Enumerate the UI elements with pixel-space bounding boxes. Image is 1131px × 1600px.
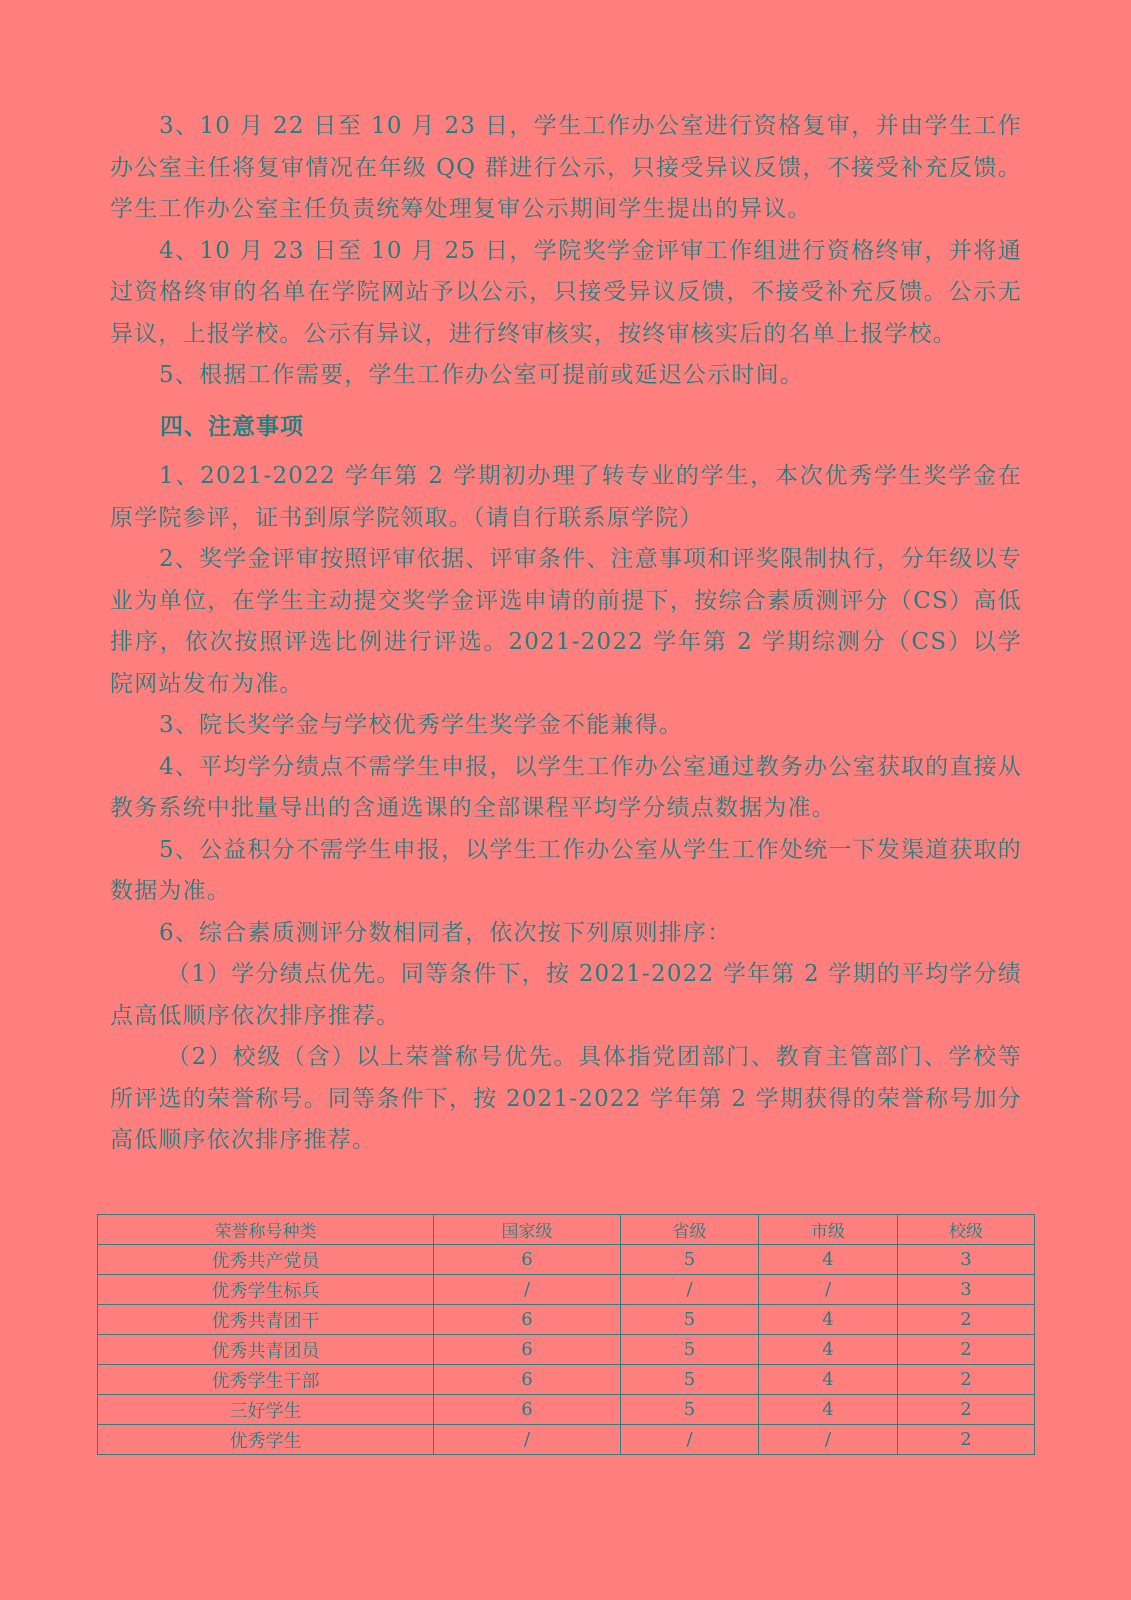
cell-school: 2: [898, 1425, 1035, 1455]
cell-national: 6: [434, 1365, 621, 1395]
cell-national: 6: [434, 1395, 621, 1425]
note-item: 1、2021-2022 学年第 2 学期初办理了转专业的学生，本次优秀学生奖学金在原学院参评，证书到原学院领取。（请自行联系原学院）: [110, 463, 1022, 531]
note-item: 4、平均学分绩点不需学生申报，以学生工作办公室通过教务办公室获取的直接从教务系统中批量导出的含通选课的全部课程平均学分绩点数据为准。: [110, 753, 1022, 821]
cell-national: 6: [434, 1305, 621, 1335]
cell-school: 2: [898, 1335, 1035, 1365]
cell-provincial: /: [621, 1425, 759, 1455]
paragraph-final-review: 4、10 月 23 日至 10 月 25 日，学院奖学金评审工作组进行资格终审，并将通过资格终审的名单在学院网站予以公示，只接受异议反馈，不接受补充反馈。公示无异议，上报学校。公示有异议，进行终审核实，按终审核实后的名单上报学校。: [110, 237, 1022, 347]
cell-provincial: 5: [621, 1245, 759, 1275]
note-item: 6、综合素质测评分数相同者，依次按下列原则排序：: [159, 919, 732, 946]
cell-honor-type: 优秀共青团干: [98, 1305, 434, 1335]
cell-national: 6: [434, 1245, 621, 1275]
sub-rule-item: （1）学分绩点优先。同等条件下，按 2021-2022 学年第 2 学期的平均学分绩点高低顺序依次排序推荐。: [110, 961, 1022, 1029]
table-row: [98, 1335, 1035, 1365]
header-municipal: 市级: [759, 1215, 898, 1245]
table-row: [98, 1275, 1035, 1305]
header-honor-type: 荣誉称号种类: [98, 1215, 434, 1245]
cell-national: /: [434, 1425, 621, 1455]
cell-municipal: /: [759, 1275, 898, 1305]
note-item: 5、公益积分不需学生申报，以学生工作办公室从学生工作处统一下发渠道获取的数据为准。: [110, 836, 1022, 904]
cell-school: 3: [898, 1245, 1035, 1275]
cell-municipal: 4: [759, 1305, 898, 1335]
cell-municipal: /: [759, 1425, 898, 1455]
table-row: [98, 1365, 1035, 1395]
cell-national: 6: [434, 1335, 621, 1365]
paragraph-review-recheck: 3、10 月 22 日至 10 月 23 日，学生工作办公室进行资格复审，并由学生工作办公室主任将复审情况在年级 QQ 群进行公示，只接受异议反馈，不接受补充反馈。学生工作办公室主任负责统筹处理复审公示期间学生提出的异议。: [110, 113, 1022, 222]
honors-points-table: [97, 1214, 1035, 1455]
cell-honor-type: 优秀学生标兵: [98, 1275, 434, 1305]
cell-provincial: 5: [621, 1365, 759, 1395]
cell-municipal: 4: [759, 1245, 898, 1275]
table-row: [98, 1395, 1035, 1425]
cell-honor-type: 优秀学生干部: [98, 1365, 434, 1395]
cell-provincial: 5: [621, 1335, 759, 1365]
section-heading-notes: 四、注意事项: [160, 413, 304, 440]
cell-national: /: [434, 1275, 621, 1305]
cell-provincial: /: [621, 1275, 759, 1305]
cell-municipal: 4: [759, 1335, 898, 1365]
note-item: 3、院长奖学金与学校优秀学生奖学金不能兼得。: [159, 712, 684, 738]
cell-municipal: 4: [759, 1365, 898, 1395]
cell-honor-type: 优秀学生: [98, 1425, 434, 1455]
document-body: [110, 106, 1022, 1162]
cell-municipal: 4: [759, 1395, 898, 1425]
cell-honor-type: 优秀共青团员: [98, 1335, 434, 1365]
cell-school: 2: [898, 1305, 1035, 1335]
cell-school: 2: [898, 1395, 1035, 1425]
cell-honor-type: 三好学生: [98, 1395, 434, 1425]
table-row: [98, 1305, 1035, 1335]
header-school: 校级: [898, 1215, 1035, 1245]
cell-provincial: 5: [621, 1395, 759, 1425]
header-national: 国家级: [434, 1215, 621, 1245]
header-provincial: 省级: [621, 1215, 759, 1245]
table-header-row: [98, 1215, 1035, 1245]
cell-school: 2: [898, 1365, 1035, 1395]
cell-school: 3: [898, 1275, 1035, 1305]
cell-honor-type: 优秀共产党员: [98, 1245, 434, 1275]
note-item: 2、奖学金评审按照评审依据、评审条件、注意事项和评奖限制执行，分年级以专业为单位，在学生主动提交奖学金评选申请的前提下，按综合素质测评分（CS）高低排序，依次按照评选比例进行评选。2021-2022 学年第 2 学期综测分（CS）以学院网站发布为准。: [110, 546, 1022, 697]
table-row: [98, 1425, 1035, 1455]
table-row: [98, 1245, 1035, 1275]
cell-provincial: 5: [621, 1305, 759, 1335]
sub-rule-item: （2）校级（含）以上荣誉称号优先。具体指党团部门、教育主管部门、学校等所评选的荣誉称号。同等条件下，按 2021-2022 学年第 2 学期获得的荣誉称号加分高低顺序依次排序推荐。: [110, 1044, 1022, 1153]
paragraph-timing: 5、根据工作需要，学生工作办公室可提前或延迟公示时间。: [159, 362, 805, 388]
